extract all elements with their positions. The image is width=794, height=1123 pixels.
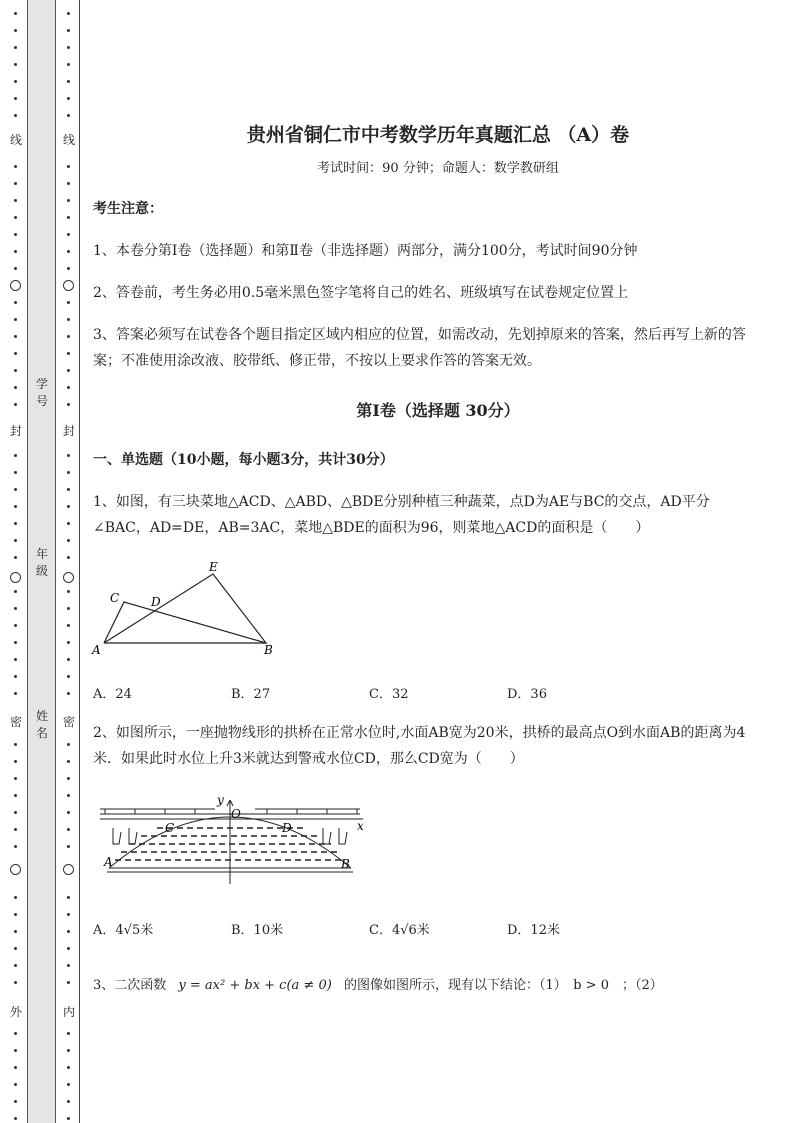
dot — [14, 1100, 17, 1103]
dot — [67, 1049, 70, 1052]
dot — [67, 743, 70, 746]
dot — [67, 624, 70, 627]
dot — [14, 607, 17, 610]
outer-mark-secret: 密 — [9, 715, 22, 729]
question-2-figure — [95, 792, 375, 888]
binding-circle — [10, 864, 21, 875]
dot — [14, 505, 17, 508]
dot — [67, 896, 70, 899]
binding-margin — [0, 0, 82, 1123]
dot — [14, 692, 17, 695]
inner-dotted-line — [61, 0, 77, 1123]
dot — [14, 1083, 17, 1086]
dot — [14, 29, 17, 32]
dot — [67, 454, 70, 457]
dot — [67, 641, 70, 644]
binding-circle — [63, 864, 74, 875]
outer-mark-outside: 外 — [9, 1005, 22, 1019]
dot — [67, 318, 70, 321]
margin-rule — [79, 0, 80, 1123]
dot — [67, 760, 70, 763]
dot — [67, 539, 70, 542]
dot — [67, 1083, 70, 1086]
dot — [14, 97, 17, 100]
dot — [14, 165, 17, 168]
inner-mark-secret: 密 — [62, 715, 75, 729]
page-title: 贵州省铜仁市中考数学历年真题汇总 （A）卷 — [246, 124, 630, 146]
dot — [14, 641, 17, 644]
dot — [14, 828, 17, 831]
dot — [14, 522, 17, 525]
notice-heading: 考生注意： — [93, 201, 163, 217]
dot — [67, 947, 70, 950]
dot — [14, 794, 17, 797]
exam-info: 考试时间：90 分钟；命题人：数学教研组 — [317, 161, 559, 176]
dot — [14, 777, 17, 780]
fig2-label-a: A — [104, 855, 113, 869]
q3-formula: y = ax² + bx + c(a ≠ 0) — [178, 978, 332, 993]
fig2-label-b: B — [341, 857, 350, 871]
fig1-label-e: E — [209, 560, 218, 574]
question-1-text: 1、如图，有三块菜地△ACD、△ABD、△BDE分别种植三种蔬菜，点D为AE与BC的交点，AD平分∠BAC，AD=DE，AB=3AC，菜地△BDE的面积为96，则菜地△ACD的面积是（ ） — [93, 494, 710, 536]
binding-circle — [63, 572, 74, 583]
dot — [67, 233, 70, 236]
inner-mark-seal: 封 — [62, 424, 75, 438]
q1-option-b[interactable]: B．27 — [231, 687, 271, 702]
q2-option-c[interactable]: C．4√6米 — [369, 923, 430, 938]
dot — [67, 63, 70, 66]
question-1-figure — [88, 560, 288, 660]
dot — [67, 828, 70, 831]
dot — [67, 80, 70, 83]
dot — [14, 964, 17, 967]
fig1-label-d: D — [151, 595, 161, 609]
dot — [67, 1100, 70, 1103]
dot — [14, 250, 17, 253]
binding-circle — [63, 280, 74, 291]
q2-option-b[interactable]: B．10米 — [231, 923, 284, 938]
dot — [14, 675, 17, 678]
outer-dotted-line — [8, 0, 24, 1123]
dot — [67, 794, 70, 797]
dot — [67, 114, 70, 117]
dot — [67, 930, 70, 933]
dot — [67, 386, 70, 389]
dot — [14, 352, 17, 355]
dot — [67, 1032, 70, 1035]
question-3-line — [93, 973, 753, 999]
dot — [67, 556, 70, 559]
dot — [67, 692, 70, 695]
dot — [67, 97, 70, 100]
dot — [67, 811, 70, 814]
dot — [67, 964, 70, 967]
notice-item-2: 2、答卷前，考生务必用0.5毫米黑色签字笔将自己的姓名、班级填写在试卷规定位置上 — [93, 285, 629, 301]
q3-text-after: 的图像如图所示，现有以下结论：（1） b > 0 ；（2） — [343, 978, 663, 993]
dot — [67, 658, 70, 661]
q2-option-a[interactable]: A．4√5米 — [93, 923, 154, 938]
dot — [14, 624, 17, 627]
notice-item-3: 3、答案必须写在试卷各个题目指定区域内相应的位置，如需改动，先划掉原来的答案，然后再写上新的答案；不准使用涂改液、胶带纸、修正带，不按以上要求作答的答案无效。 — [93, 327, 746, 369]
dot — [14, 63, 17, 66]
dot — [67, 845, 70, 848]
dot — [14, 1117, 17, 1120]
dot — [14, 301, 17, 304]
fig1-label-b: B — [264, 643, 273, 657]
dot — [14, 930, 17, 933]
dot — [14, 182, 17, 185]
dot — [14, 590, 17, 593]
dot — [67, 403, 70, 406]
dot — [67, 675, 70, 678]
notice-item-1: 1、本卷分第Ⅰ卷（选择题）和第Ⅱ卷（非选择题）两部分，满分100分，考试时间90分钟 — [93, 243, 638, 259]
dot — [14, 845, 17, 848]
dot — [67, 267, 70, 270]
dot — [14, 114, 17, 117]
label-student-number: 学号 — [35, 377, 48, 408]
fig2-label-o: O — [231, 807, 241, 821]
dot — [67, 182, 70, 185]
dot — [14, 335, 17, 338]
question-2-text: 2、如图所示，一座抛物线形的拱桥在正常水位时,水面AB宽为20米，拱桥的最高点O到水面AB的距离为4米．如果此时水位上升3米就达到警戒水位CD，那么CD宽为（ ） — [93, 725, 746, 767]
section-title: 第Ⅰ卷（选择题 30分） — [356, 401, 520, 420]
binding-circle — [10, 572, 21, 583]
dot — [67, 471, 70, 474]
dot — [14, 369, 17, 372]
dot — [14, 760, 17, 763]
dot — [14, 199, 17, 202]
dot — [67, 250, 70, 253]
q2-option-d[interactable]: D．12米 — [507, 923, 560, 938]
dot — [14, 1066, 17, 1069]
dot — [14, 913, 17, 916]
dot — [14, 947, 17, 950]
dot — [14, 267, 17, 270]
dot — [14, 1032, 17, 1035]
fig2-label-x: x — [357, 819, 364, 833]
dot — [14, 743, 17, 746]
q1-option-a[interactable]: A．24 — [93, 687, 132, 702]
fig1-label-a: A — [92, 643, 101, 657]
outer-mark-seal: 封 — [9, 424, 22, 438]
dot — [67, 522, 70, 525]
dot — [14, 403, 17, 406]
dot — [67, 1117, 70, 1120]
q1-option-d[interactable]: D．36 — [507, 687, 547, 702]
dot — [14, 488, 17, 491]
dot — [14, 12, 17, 15]
outer-mark-line: 线 — [9, 133, 22, 147]
dot — [14, 811, 17, 814]
dot — [67, 913, 70, 916]
q1-option-c[interactable]: C．32 — [369, 687, 409, 702]
dot — [67, 12, 70, 15]
dot — [67, 46, 70, 49]
dot — [67, 590, 70, 593]
dot — [14, 556, 17, 559]
binding-circle — [10, 280, 21, 291]
dot — [67, 165, 70, 168]
dot — [14, 539, 17, 542]
dot — [14, 216, 17, 219]
dot — [14, 318, 17, 321]
dot — [14, 896, 17, 899]
label-grade: 年级 — [35, 547, 48, 578]
dot — [14, 46, 17, 49]
part-title: 一、单选题（10小题，每小题3分，共计30分） — [93, 452, 394, 468]
fig2-label-c: C — [165, 821, 175, 835]
fig2-label-y: y — [217, 793, 224, 807]
dot — [67, 199, 70, 202]
dot — [67, 216, 70, 219]
dot — [67, 335, 70, 338]
dot — [67, 607, 70, 610]
dot — [67, 29, 70, 32]
dot — [67, 1066, 70, 1069]
inner-mark-line: 线 — [62, 133, 75, 147]
dot — [14, 1049, 17, 1052]
dot — [67, 352, 70, 355]
dot — [14, 471, 17, 474]
label-name: 姓名 — [35, 709, 48, 740]
dot — [14, 80, 17, 83]
dot — [67, 981, 70, 984]
dot — [67, 301, 70, 304]
dot — [67, 505, 70, 508]
q3-text-before: 3、二次函数 — [93, 978, 167, 993]
fig1-label-c: C — [110, 591, 120, 605]
dot — [67, 488, 70, 491]
dot — [14, 658, 17, 661]
dot — [14, 981, 17, 984]
dot — [14, 386, 17, 389]
dot — [14, 454, 17, 457]
dot — [67, 777, 70, 780]
fig2-label-d: D — [282, 821, 292, 835]
dot — [14, 233, 17, 236]
dot — [67, 369, 70, 372]
inner-mark-inside: 内 — [62, 1005, 75, 1019]
